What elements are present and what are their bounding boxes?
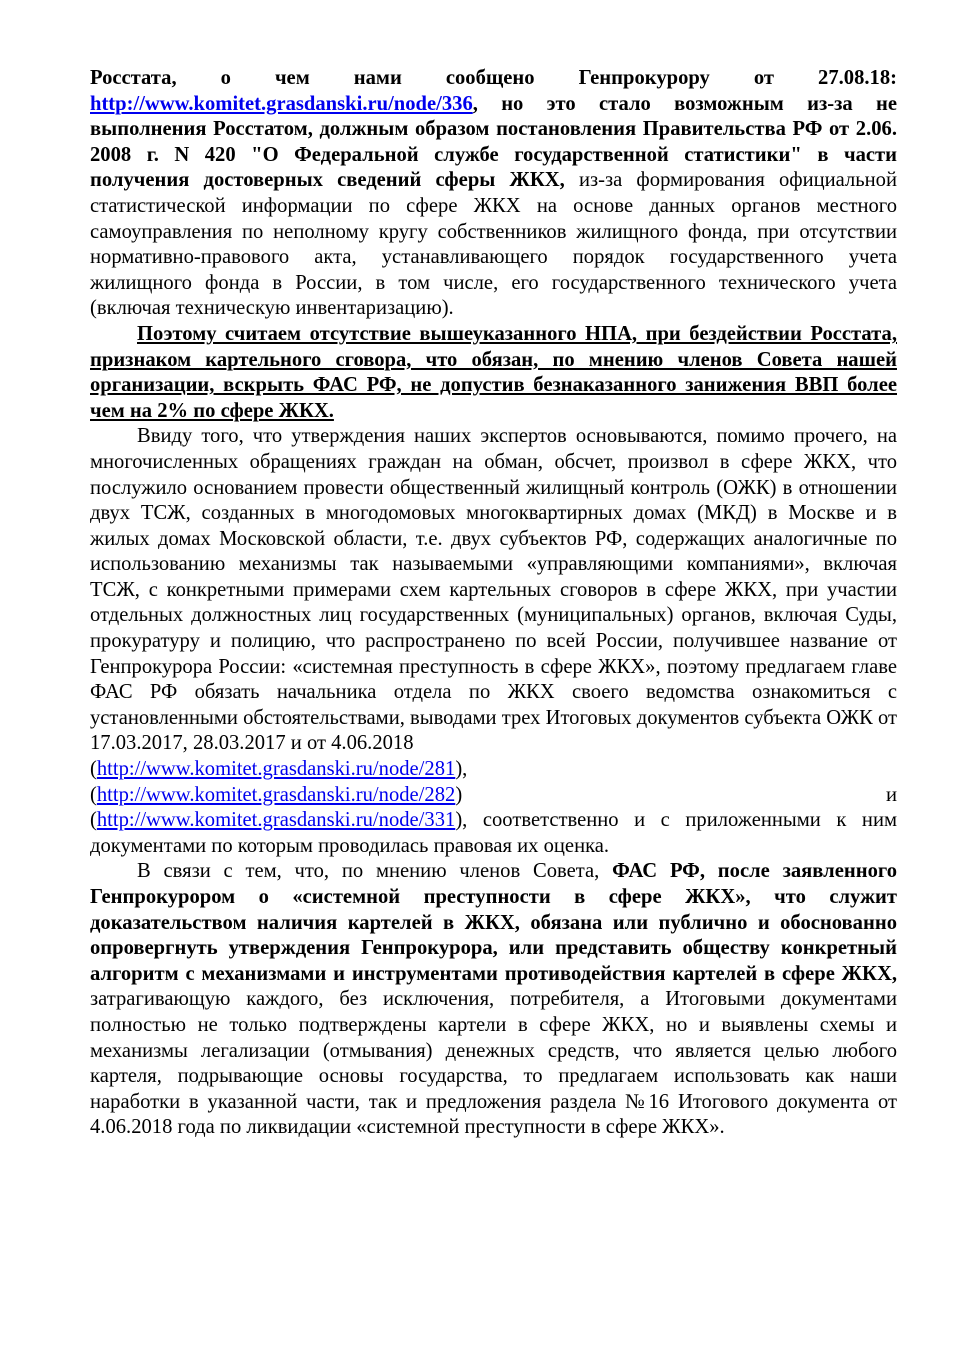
paragraph-3-closing-text: ), соответственно и с приложенными к ним документами по которым проводилась правовая их оценка. — [90, 809, 897, 857]
link-node-336[interactable]: http://www.komitet.grasdanski.ru/node/336 — [90, 92, 473, 115]
document-page — [90, 66, 897, 1141]
paragraph-1-text: из-за формирования официальной статистической информации по сфере ЖКХ на основе данных органов местного самоуправления по неполному кругу собственников жилищного фонда, при отсутствии нормативно-правового акта, устанавливающего порядок государственного учета жилищного фонда в России, в том числе, его государственного технического учета (включая техническую инвентаризацию). — [90, 169, 897, 320]
open-paren: ( — [90, 809, 97, 832]
paragraph-3-text: Ввиду того, что утверждения наших экспертов основываются, помимо прочего, на многочисленных обращениях граждан на обман, обсчет, произвол в сфере ЖКХ, что послужило основанием провести общественный жилищный контроль (ОЖК) в отношении двух ТСЖ, созданных в многодомовых многоквартирных домах (МКД) в Москве и в жилых домах Московской области, т.е. двух субъектов РФ, содержащих аналогичные по использованию механизмы так называемыми «управляющими компаниями», включая ТСЖ, с конкретными примерами схем картельных сговоров в сфере ЖКХ, при участии отдельных должностных лиц государственных (муниципальных) органов, включая Суды, прокуратуру и полицию, что распространено по всей России, получившее название от Генпрокурора России: «системная преступность в сфере ЖКХ», поэтому предлагаем главе ФАС РФ обязать начальника отдела по ЖКХ своего ведомства ознакомиться с установленными обстоятельствами, выводами трех Итоговых документов субъекта ОЖК от 17.03.2017, 28.03.2017 и от 4.06.2018 — [90, 425, 897, 755]
and-word: и — [885, 783, 897, 806]
paragraph-1-bold-lead: Росстата, о чем нами сообщено Генпрокурору от 27.08.18: — [90, 67, 897, 89]
close-paren-comma: ), — [455, 758, 468, 781]
open-paren: ( — [90, 758, 97, 781]
paragraph-3-line-281 — [90, 757, 897, 783]
paragraph-4 — [90, 859, 897, 1141]
paragraph-3 — [90, 424, 897, 859]
paragraph-4-text: затрагивающую каждого, без исключения, потребителя, а Итоговыми документами полностью не только подтверждены картели в сфере ЖКХ, но и выявлены схемы и механизмы легализации (отмывания) денежных средств, что является целью любого картеля, подрывающие основы государства, то предлагаем использовать как наши наработки в указанной части, так и предложения раздела №16 Итогового документа от 4.06.2018 года по ликвидации «системной преступности в сфере ЖКХ». — [90, 988, 897, 1139]
link-node-331[interactable]: http://www.komitet.grasdanski.ru/node/331 — [96, 809, 456, 832]
paragraph-1-bold-continuation: , но это стало возможным из-за не выполнения Росстатом, должным образом постановления Правительства РФ от 2.06. 2008 г. N 420 "О Федеральной службе государственной статистики" в части получения достоверных сведений сферы ЖКХ, — [90, 92, 897, 192]
close-paren: ) — [455, 783, 463, 806]
open-paren: ( — [90, 783, 97, 806]
paragraph-2-bold-underlined: Поэтому считаем отсутствие вышеуказанного НПА, при бездействии Росстата, признаком картельного сговора, что обязан, по мнению членов Совета нашей организации, вскрыть ФАС РФ, не допустив безнаказанного занижения ВВП более чем на 2% по сфере ЖКХ. — [90, 322, 897, 422]
paragraph-2 — [90, 322, 897, 424]
paragraph-4-bold: ФАС РФ, после заявленного Генпрокурором о «системной преступности в сфере ЖКХ», что служит доказательством наличия картелей в ЖКХ, обязана или публично и обоснованно опровергнуть утверждения Генпрокурора, или представить обществу конкретный алгоритм с механизмами и инструментами противодействия картелей в сфере ЖКХ, — [90, 860, 897, 985]
paragraph-3-line-282 — [90, 783, 897, 809]
paragraph-4-text-lead: В связи с тем, что, по мнению членов Совета, — [137, 860, 613, 883]
paragraph-1 — [90, 66, 897, 322]
paragraph-3-line-331 — [90, 809, 897, 857]
link-node-282[interactable]: http://www.komitet.grasdanski.ru/node/282 — [96, 783, 456, 806]
link-node-281[interactable]: http://www.komitet.grasdanski.ru/node/281 — [96, 758, 456, 781]
